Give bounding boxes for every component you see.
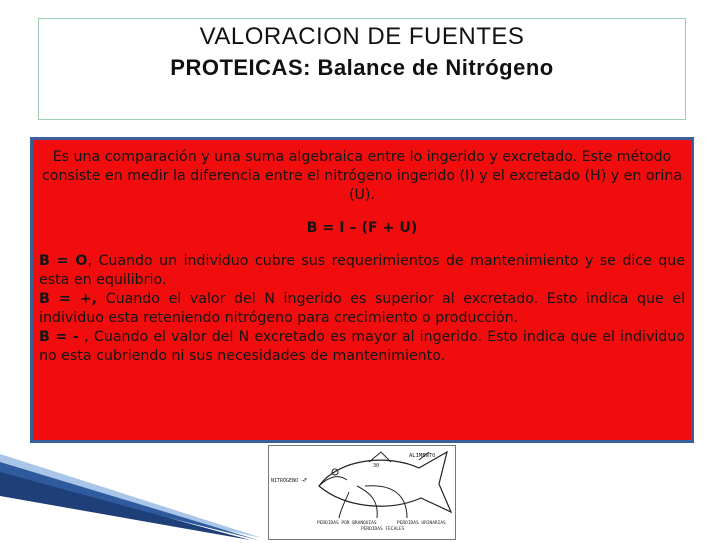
case-label: B = - xyxy=(39,329,85,345)
decorative-blue-streak xyxy=(0,452,270,540)
label-nitrogeno: NITRÓGENO →F xyxy=(271,478,308,484)
label-urinarias: PERDIDAS URINARIAS xyxy=(397,521,446,526)
case-text: Cuando el valor del N ingerido es superior al excretado. Esto indica que el individuo esta reteniendo nitrógeno para crecimiento o producción. xyxy=(39,291,686,326)
case-text: , Cuando un individuo cubre sus requerimientos de mantenimiento y se dice que esta en equilibrio. xyxy=(39,253,685,288)
label-number: 30 xyxy=(373,463,380,469)
balance-formula: B = I – (F + U) xyxy=(306,220,418,236)
fish-nitrogen-diagram xyxy=(268,445,456,540)
case-label: B = O xyxy=(39,253,88,269)
case-text: , Cuando el valor del N excretado es mayor al ingerido. Esto indica que el individuo no esta cubriendo ni sus necesidades de mantenimiento. xyxy=(39,329,685,364)
content-panel xyxy=(30,137,694,443)
title-line-1: VALORACION DE FUENTES xyxy=(199,23,525,50)
intro-paragraph: Es una comparación y una suma algebraica entre lo ingerido y excretado. Este método consiste en medir la diferencia entre el nitrógeno ingerido (I) y el excretado (H) y en orina (U). xyxy=(41,149,683,203)
title-line-2: PROTEICAS: Balance de Nitrógeno xyxy=(170,55,554,80)
fish-illustration xyxy=(269,446,455,539)
case-negative xyxy=(39,328,685,366)
case-equilibrium xyxy=(39,252,685,290)
label-fecales: PERDIDAS FECALES xyxy=(361,527,405,532)
label-alimento: ALIMENTO xyxy=(409,453,436,459)
title-box xyxy=(38,18,686,120)
case-positive xyxy=(39,290,685,328)
label-branquias: PERDIDAS POR BRANQUIAS xyxy=(317,521,377,526)
case-label: B = +, xyxy=(39,291,98,307)
